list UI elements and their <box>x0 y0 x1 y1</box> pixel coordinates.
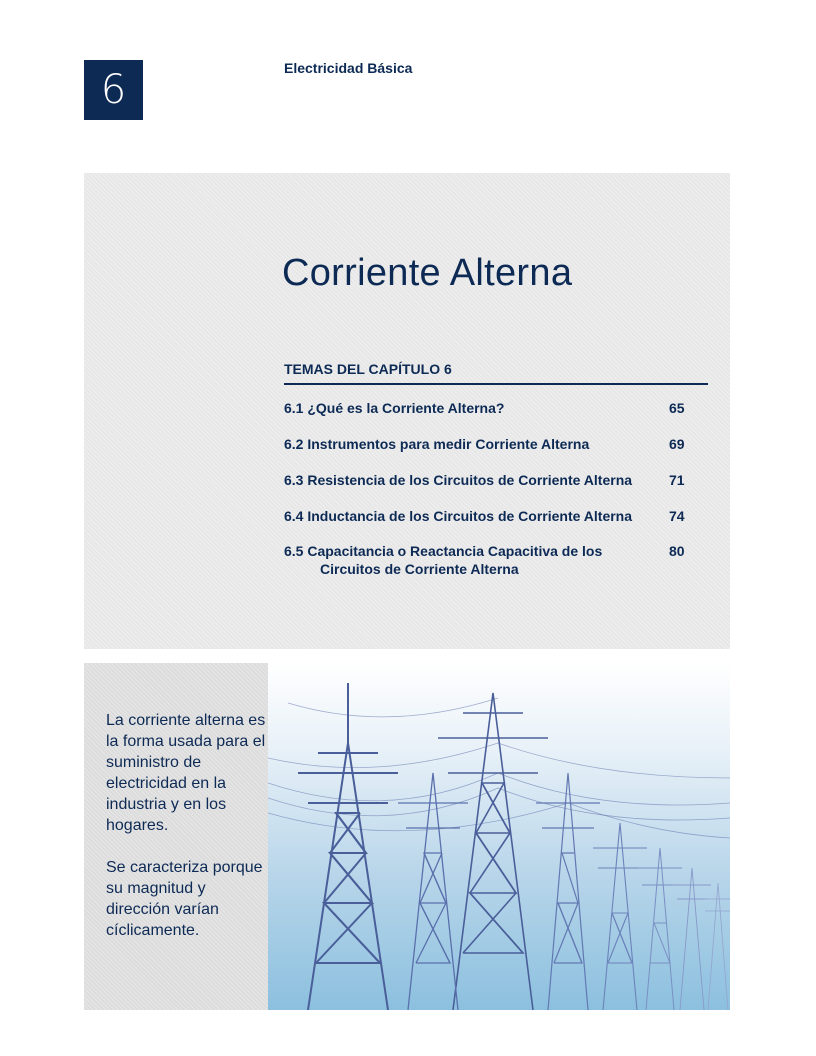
toc-item-page: 71 <box>669 472 685 488</box>
power-lines-photo <box>268 663 730 1010</box>
sidebar-text <box>106 710 266 962</box>
book-title: Electricidad Básica <box>284 60 413 76</box>
toc-item-title <box>284 542 644 578</box>
transmission-tower-6 <box>638 848 682 1010</box>
toc-item-page: 80 <box>669 543 685 559</box>
toc-item-title-line2: Circuitos de Corriente Alterna <box>320 561 519 577</box>
transmission-tower-8 <box>702 883 730 1010</box>
transmission-tower-7 <box>673 868 711 1010</box>
toc-item-page: 69 <box>669 436 685 452</box>
toc-item-title: 6.2 Instrumentos para medir Corriente Alterna <box>284 436 590 452</box>
toc-item-page: 65 <box>669 400 685 416</box>
sidebar-paragraph-2: Se caracteriza porque su magnitud y dirección varían cíclicamente. <box>106 859 263 939</box>
topics-heading: TEMAS DEL CAPÍTULO 6 <box>284 361 452 377</box>
transmission-tower-1 <box>298 683 398 1010</box>
chapter-number-badge: 6 <box>84 60 143 120</box>
toc-item-title: 6.3 Resistencia de los Circuitos de Corriente Alterna <box>284 472 633 488</box>
transmission-tower-2 <box>438 693 548 1010</box>
toc-item-title-line1: 6.5 Capacitancia o Reactancia Capacitiva de los <box>284 543 603 559</box>
sidebar-paragraph-1: La corriente alterna es la forma usada para el suministro de electricidad en la industria y en los hogares. <box>106 712 266 834</box>
toc-item-title: 6.1 ¿Qué es la Corriente Alterna? <box>284 400 505 416</box>
transmission-tower-4 <box>536 773 600 1010</box>
transmission-towers-illustration <box>268 663 730 1010</box>
toc-item-title: 6.4 Inductancia de los Circuitos de Corriente Alterna <box>284 508 633 524</box>
chapter-title: Corriente Alterna <box>282 252 573 294</box>
topics-divider <box>284 383 708 385</box>
transmission-tower-5 <box>593 823 647 1010</box>
toc-item-page: 74 <box>669 508 685 524</box>
